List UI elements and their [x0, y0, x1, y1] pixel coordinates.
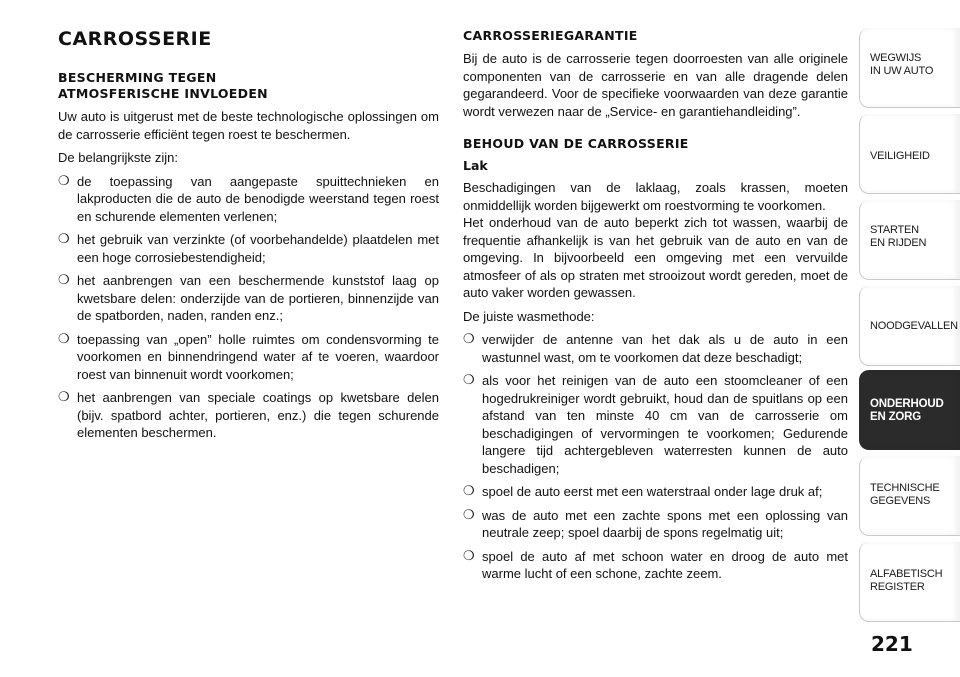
- bullet-circle-icon: ❍: [463, 332, 475, 347]
- warranty-heading: CARROSSERIEGARANTIE: [463, 28, 638, 43]
- tab-label-line1: VEILIGHEID: [870, 150, 930, 162]
- tab-alfabetisch[interactable]: [859, 542, 960, 622]
- list-item: ❍ spoel de auto eerst met een waterstraal onder lage druk af;: [463, 484, 823, 499]
- right-column: [463, 28, 848, 589]
- wash-method-lead: De juiste wasmethode:: [463, 308, 595, 324]
- left-column: [58, 28, 439, 448]
- list-item: ❍ de toepassing van aangepaste spuittechnieken en lakproducten die de auto de benodigde weerstand tegen roest en schurende elementen verlenen;: [58, 173, 439, 224]
- tab-label-line2: EN RIJDEN: [870, 237, 927, 249]
- paint-paragraph-2: Het onderhoud van de auto beperkt zich tot wassen, waarbij de frequentie afhankelijk is van het gebruik van de auto en van de omgeving. In bijvoorbeeld een omgeving met een vervuilde atmosfeer of als op straten met strooizout wordt gereden, moet de auto vaker worden gewassen.: [463, 215, 848, 300]
- list-item: ❍ het gebruik van verzinkte (of voorbehandelde) plaatdelen met een hoge corrosiebestendigheid;: [58, 232, 439, 265]
- wash-method-list: [463, 331, 848, 583]
- tab-technische[interactable]: [859, 456, 960, 536]
- tab-onderhoud[interactable]: [859, 370, 960, 450]
- list-item: ❍ toepassing van „open” holle ruimtes om condensvorming te voorkomen en binnendringend water af te voeren, waardoor roest van binnenuit wordt voorkomen;: [58, 331, 439, 382]
- bullet-circle-icon: ❍: [463, 507, 475, 523]
- bullet-circle-icon: ❍: [463, 373, 475, 388]
- tab-veiligheid[interactable]: [859, 114, 960, 194]
- tab-label-line2: EN ZORG: [870, 411, 921, 423]
- tab-label-line1: ONDERHOUD: [870, 398, 944, 410]
- tab-label-line1: WEGWIJS: [870, 52, 922, 64]
- tab-noodgevallen[interactable]: [859, 286, 960, 366]
- section-title: CARROSSERIE: [58, 28, 212, 50]
- intro-paragraph: Uw auto is uitgerust met de beste technologische oplossingen om de carrosserie efficiënt tegen roest te beschermen.: [58, 109, 439, 142]
- list-item: ❍ was de auto met een zachte spons met een oplossing van neutrale zeep; spoel daarbij de spons regelmatig uit;: [463, 507, 848, 540]
- tab-label-line1: ALFABETISCH: [870, 568, 943, 580]
- protection-list: [58, 173, 439, 442]
- subsection-heading-line1: BESCHERMING TEGEN: [58, 70, 217, 85]
- bullet-circle-icon: ❍: [463, 484, 475, 499]
- maintenance-heading: BEHOUD VAN DE CARROSSERIE: [463, 136, 689, 151]
- bullet-circle-icon: ❍: [58, 173, 70, 189]
- subsection-heading: [58, 70, 439, 102]
- tab-label-line1: STARTEN: [870, 224, 919, 236]
- bullet-circle-icon: ❍: [58, 273, 70, 288]
- bullet-circle-icon: ❍: [463, 548, 475, 564]
- list-item: ❍ het aanbrengen van een beschermende kunststof laag op kwetsbare delen: onderzijde van de portieren, binnenzijde van de spatborden, naden, randen enz.;: [58, 273, 439, 323]
- page-number: 221: [871, 632, 913, 656]
- paint-paragraph-1: Beschadigingen van de laklaag, zoals krassen, moeten onmiddellijk worden bijgewerkt om roestvorming te voorkomen.: [463, 180, 848, 213]
- bullet-circle-icon: ❍: [58, 390, 70, 405]
- list-item: ❍ als voor het reinigen van de auto een stoomcleaner of een hogedrukreiniger wordt gebruikt, houd dan de spuitlans op een afstand van ten minste 40 cm van de carrosserie om beschadigingen of vervormingen te voorkomen; Gedurende langere tijd achtergebleven waterresten kunnen de auto beschadigen;: [463, 373, 848, 476]
- bullet-circle-icon: ❍: [58, 331, 70, 347]
- paint-heading: Lak: [463, 158, 488, 173]
- subsection-heading-line2: ATMOSFERISCHE INVLOEDEN: [58, 86, 268, 101]
- chapter-tabs: [859, 0, 960, 677]
- list-item: ❍ spoel de auto af met schoon water en droog de auto met warme lucht of een schone, zachte zeem.: [463, 548, 848, 581]
- tab-label-line1: NOODGEVALLEN: [870, 320, 958, 332]
- list-item: ❍ het aanbrengen van speciale coatings op kwetsbare delen (bijv. spatbord achter, portieren, enz.) die tegen schurende elementen beschermen.: [58, 390, 439, 440]
- tab-label-line2: REGISTER: [870, 581, 925, 593]
- tab-wegwijs[interactable]: [859, 28, 960, 108]
- tab-label-line1: TECHNISCHE: [870, 482, 940, 494]
- tab-starten[interactable]: [859, 200, 960, 280]
- tab-label-line2: GEGEVENS: [870, 495, 931, 507]
- list-lead: De belangrijkste zijn:: [58, 150, 178, 165]
- list-item: ❍ verwijder de antenne van het dak als u de auto in een wastunnel wast, om te voorkomen dat deze beschadigt;: [463, 332, 848, 365]
- warranty-paragraph: Bij de auto is de carrosserie tegen doorroesten van alle originele componenten van de carrosserie en van alle dragende delen gegarandeerd. Voor de specifieke voorwaarden van deze garantie wordt verwezen naar de „Service- en garantiehandleiding”.: [463, 51, 848, 119]
- tab-label-line2: IN UW AUTO: [870, 65, 934, 77]
- bullet-circle-icon: ❍: [58, 232, 70, 247]
